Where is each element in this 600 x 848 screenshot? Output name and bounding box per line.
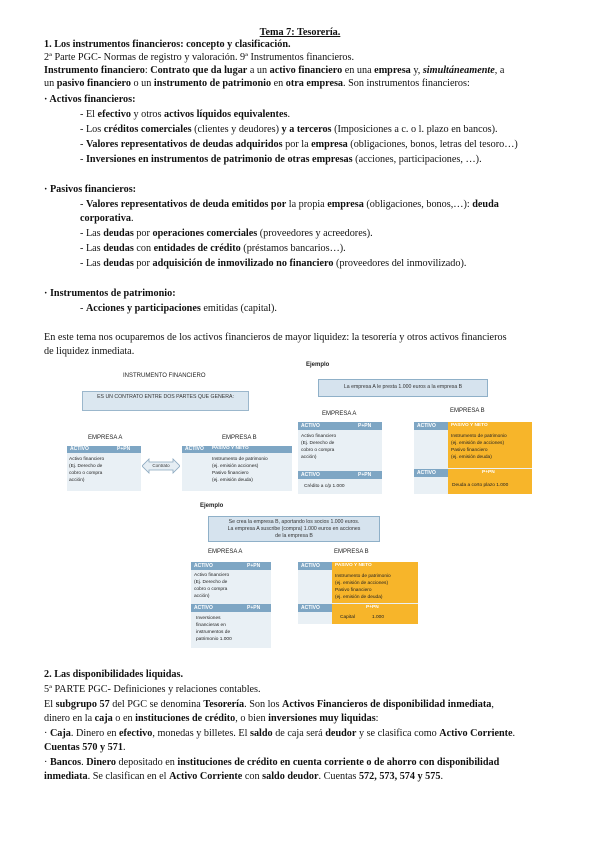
diagram-left-b-line-3: Pasivo financiero (212, 471, 249, 476)
ex2-b-header-pasneto: PASIVO Y NETO (335, 563, 372, 568)
ex2-a-header: ACTIVO P+PN (191, 562, 271, 570)
ex1-b-line-1: Instrumento de patrimonio (451, 434, 507, 439)
ex2-b-line-1: Instrumento de patrimonio (335, 574, 391, 579)
section-2-line-3: El subgrupo 57 del PGC se denomina Tesorería. Son los Activos Financieros de disponibilidad inmediata, (44, 699, 494, 710)
activos-heading: · Activos financieros: (44, 94, 136, 105)
intro-paragraph-line-1: En este tema nos ocuparemos de los activos financieros de mayor liquidez: la tesorería y otros activos financieros (44, 332, 507, 343)
ex2-b-bottom-capital: Capital (340, 615, 355, 620)
ex1-a-line-1: Activo financiero (301, 434, 337, 439)
diagram-left-b-line-4: (ej. emisión deuda) (212, 478, 253, 483)
ex1-label: Ejemplo (306, 362, 330, 368)
activos-item-2: - Los créditos comerciales (clientes y deudores) y a terceros (Imposiciones a c. o l. plazo en bancos). (80, 124, 498, 135)
section-2-heading: 2. Las disponibilidades liquidas. (44, 669, 184, 680)
ex1-b-line-4: (ej. emisión deuda) (451, 455, 492, 460)
section-2-caja-cuentas: Cuentas 570 y 571. (44, 742, 126, 753)
ex1-b-header-pn-2: P+PN (482, 470, 495, 475)
diagram-left-b-header-pasneto: PASIVO Y NETO (212, 446, 249, 451)
ex1-b-header-pasneto: PASIVO Y NETO (451, 423, 488, 428)
section-1-subtitle: 2ª Parte PGC- Normas de registro y valoración. 9ª Instrumentos financieros. (44, 52, 355, 63)
pasivos-item-4: - Las deudas por adquisición de inmovilizado no financiero (proveedores del inmovilizado). (80, 258, 467, 269)
patrimonio-item-1: - Acciones y participaciones emitidas (capital). (80, 303, 277, 314)
ex2-a-line-3: cobro o compra (194, 587, 228, 592)
ex2-a-line-4: acción) (194, 594, 210, 599)
section-1-heading: 1. Los instrumentos financieros: concepto y clasificación. (44, 39, 291, 50)
ex2-a-bottom-4: patrimonio 1.000 (196, 637, 232, 642)
diagram-left-a-header: ACTIVO P+PN (67, 446, 141, 453)
section-2-bancos-cont: inmediata. Se clasifican en el Activo Corriente con saldo deudor. Cuentas 572, 573, 574 y 575. (44, 771, 443, 782)
ex2-b-header-pn-2: P+PN (366, 605, 379, 610)
ex1-a-header: ACTIVO P+PN (298, 422, 382, 430)
diagram-left-a-line-4: acción) (69, 478, 85, 483)
ex1-b-bottom: Deuda a corto plazo 1.000 (452, 483, 509, 488)
intro-paragraph-line-2: de liquidez inmediata. (44, 346, 135, 357)
ex2-b-line-4: (ej. emisión de deuda) (335, 595, 383, 600)
ex1-a-header-2: ACTIVO P+PN (298, 471, 382, 479)
pasivos-item-1-cont: corporativa. (80, 213, 134, 224)
ex2-empresa-b: EMPRESA B (334, 549, 369, 555)
activos-item-4: - Inversiones en instrumentos de patrimonio de otras empresas (acciones, participaciones, …). (80, 154, 482, 165)
ex1-b-header-activo-2: ACTIVO (414, 469, 448, 477)
ex2-a-bottom-3: instrumentos de (196, 630, 231, 635)
section-2-bancos-line: · Bancos. Dinero depositado en instituciones de crédito en cuenta corriente o de ahorro con disponibilidad (44, 757, 500, 768)
section-2-caja-line: · Caja. Dinero en efectivo, monedas y billetes. El saldo de caja será deudor y se clasifica como Activo Corriente. (44, 728, 516, 739)
patrimonio-heading: · Instrumentos de patrimonio: (44, 288, 176, 299)
ex2-b-bottom-amount: 1.000 (372, 615, 385, 620)
diagram-left-b-header: ACTIVO (182, 446, 292, 453)
ex1-a-bottom: Crédito a c/p 1.000 (304, 484, 345, 489)
section-2-line-4: dinero en la caja o en instituciones de crédito, o bien inversiones muy liquidas: (44, 713, 379, 724)
ex1-empresa-a: EMPRESA A (322, 411, 357, 417)
ex2-a-line-2: (Ej. Derecho de (194, 580, 228, 585)
activos-item-3: - Valores representativos de deudas adquiridos por la empresa (obligaciones, bonos, letras del tesoro…) (80, 139, 518, 150)
ex1-b-header-activo: ACTIVO (414, 422, 448, 430)
pasivos-item-1: - Valores representativos de deuda emitidos por la propia empresa (obligaciones, bonos,…): deuda (80, 199, 499, 210)
diagram-left-b-line-1: Instrumento de patrimonio (212, 457, 268, 462)
activos-item-1: - El efectivo y otros activos líquidos equivalentes. (80, 109, 290, 120)
diagram-left-empresa-b: EMPRESA B (222, 435, 257, 441)
ex1-banner: La empresa A le presta 1.000 euros a la empresa B (318, 379, 488, 397)
ex1-b-line-3: Pasivo financiero (451, 448, 488, 453)
ex2-b-line-2: (ej. emisión de acciones) (335, 581, 389, 586)
diagram-left-a-line-3: cobro o compra (69, 471, 103, 476)
ex2-b-line-3: Pasivo financiero (335, 588, 372, 593)
ex2-a-line-1: Activo financiero (194, 573, 230, 578)
ex2-b-header-activo-2: ACTIVO (298, 604, 332, 612)
pasivos-heading: · Pasivos financieros: (44, 184, 137, 195)
page-title: Tema 7: Tesorería. (259, 27, 341, 38)
definition-line-2: un pasivo financiero o un instrumento de patrimonio en otra empresa. Son instrumentos financieros: (44, 78, 470, 89)
definition-line-1: Instrumento financiero: Contrato que da lugar a un activo financiero en una empresa y, simultáneamente, a (44, 65, 505, 76)
ex2-a-bottom-1: Inversiones (196, 616, 221, 621)
ex1-empresa-b: EMPRESA B (450, 408, 485, 414)
ex1-a-line-4: acción) (301, 455, 317, 460)
ex2-empresa-a: EMPRESA A (208, 549, 243, 555)
ex1-b-line-2: (ej. emisión de acciones) (451, 441, 505, 446)
diagram-arrow-label: Contrato (152, 463, 170, 468)
ex1-a-line-3: cobro o compra (301, 448, 335, 453)
diagram-left-title: INSTRUMENTO FINANCIERO (123, 373, 206, 379)
diagram-left-b-line-2: (ej. emisión acciones) (212, 464, 259, 469)
ex2-banner: Se crea la empresa B, aportando los socios 1.000 euros. La empresa A suscribe (compra) 1.000 euros en acciones de la empresa B (208, 516, 380, 542)
ex2-label: Ejemplo (200, 503, 224, 509)
section-2-subtitle: 5ª PARTE PGC- Definiciones y relaciones contables. (44, 684, 261, 695)
ex2-a-bottom-2: financieras en (196, 623, 226, 628)
ex2-a-header-2: ACTIVO P+PN (191, 604, 271, 612)
ex2-b-header-activo: ACTIVO (298, 562, 332, 570)
ex1-a-line-2: (Ej. Derecho de (301, 441, 335, 446)
diagram-left-a-line-1: Activo financiero (69, 457, 105, 462)
diagram-left-empresa-a: EMPRESA A (88, 435, 123, 441)
pasivos-item-2: - Las deudas por operaciones comerciales (proveedores y acreedores). (80, 228, 373, 239)
diagram-left-a-line-2: (Ej. Derecho de (69, 464, 103, 469)
pasivos-item-3: - Las deudas con entidades de crédito (préstamos bancarios…). (80, 243, 346, 254)
diagram-left-banner: ES UN CONTRATO ENTRE DOS PARTES QUE GENERA: (82, 391, 249, 411)
